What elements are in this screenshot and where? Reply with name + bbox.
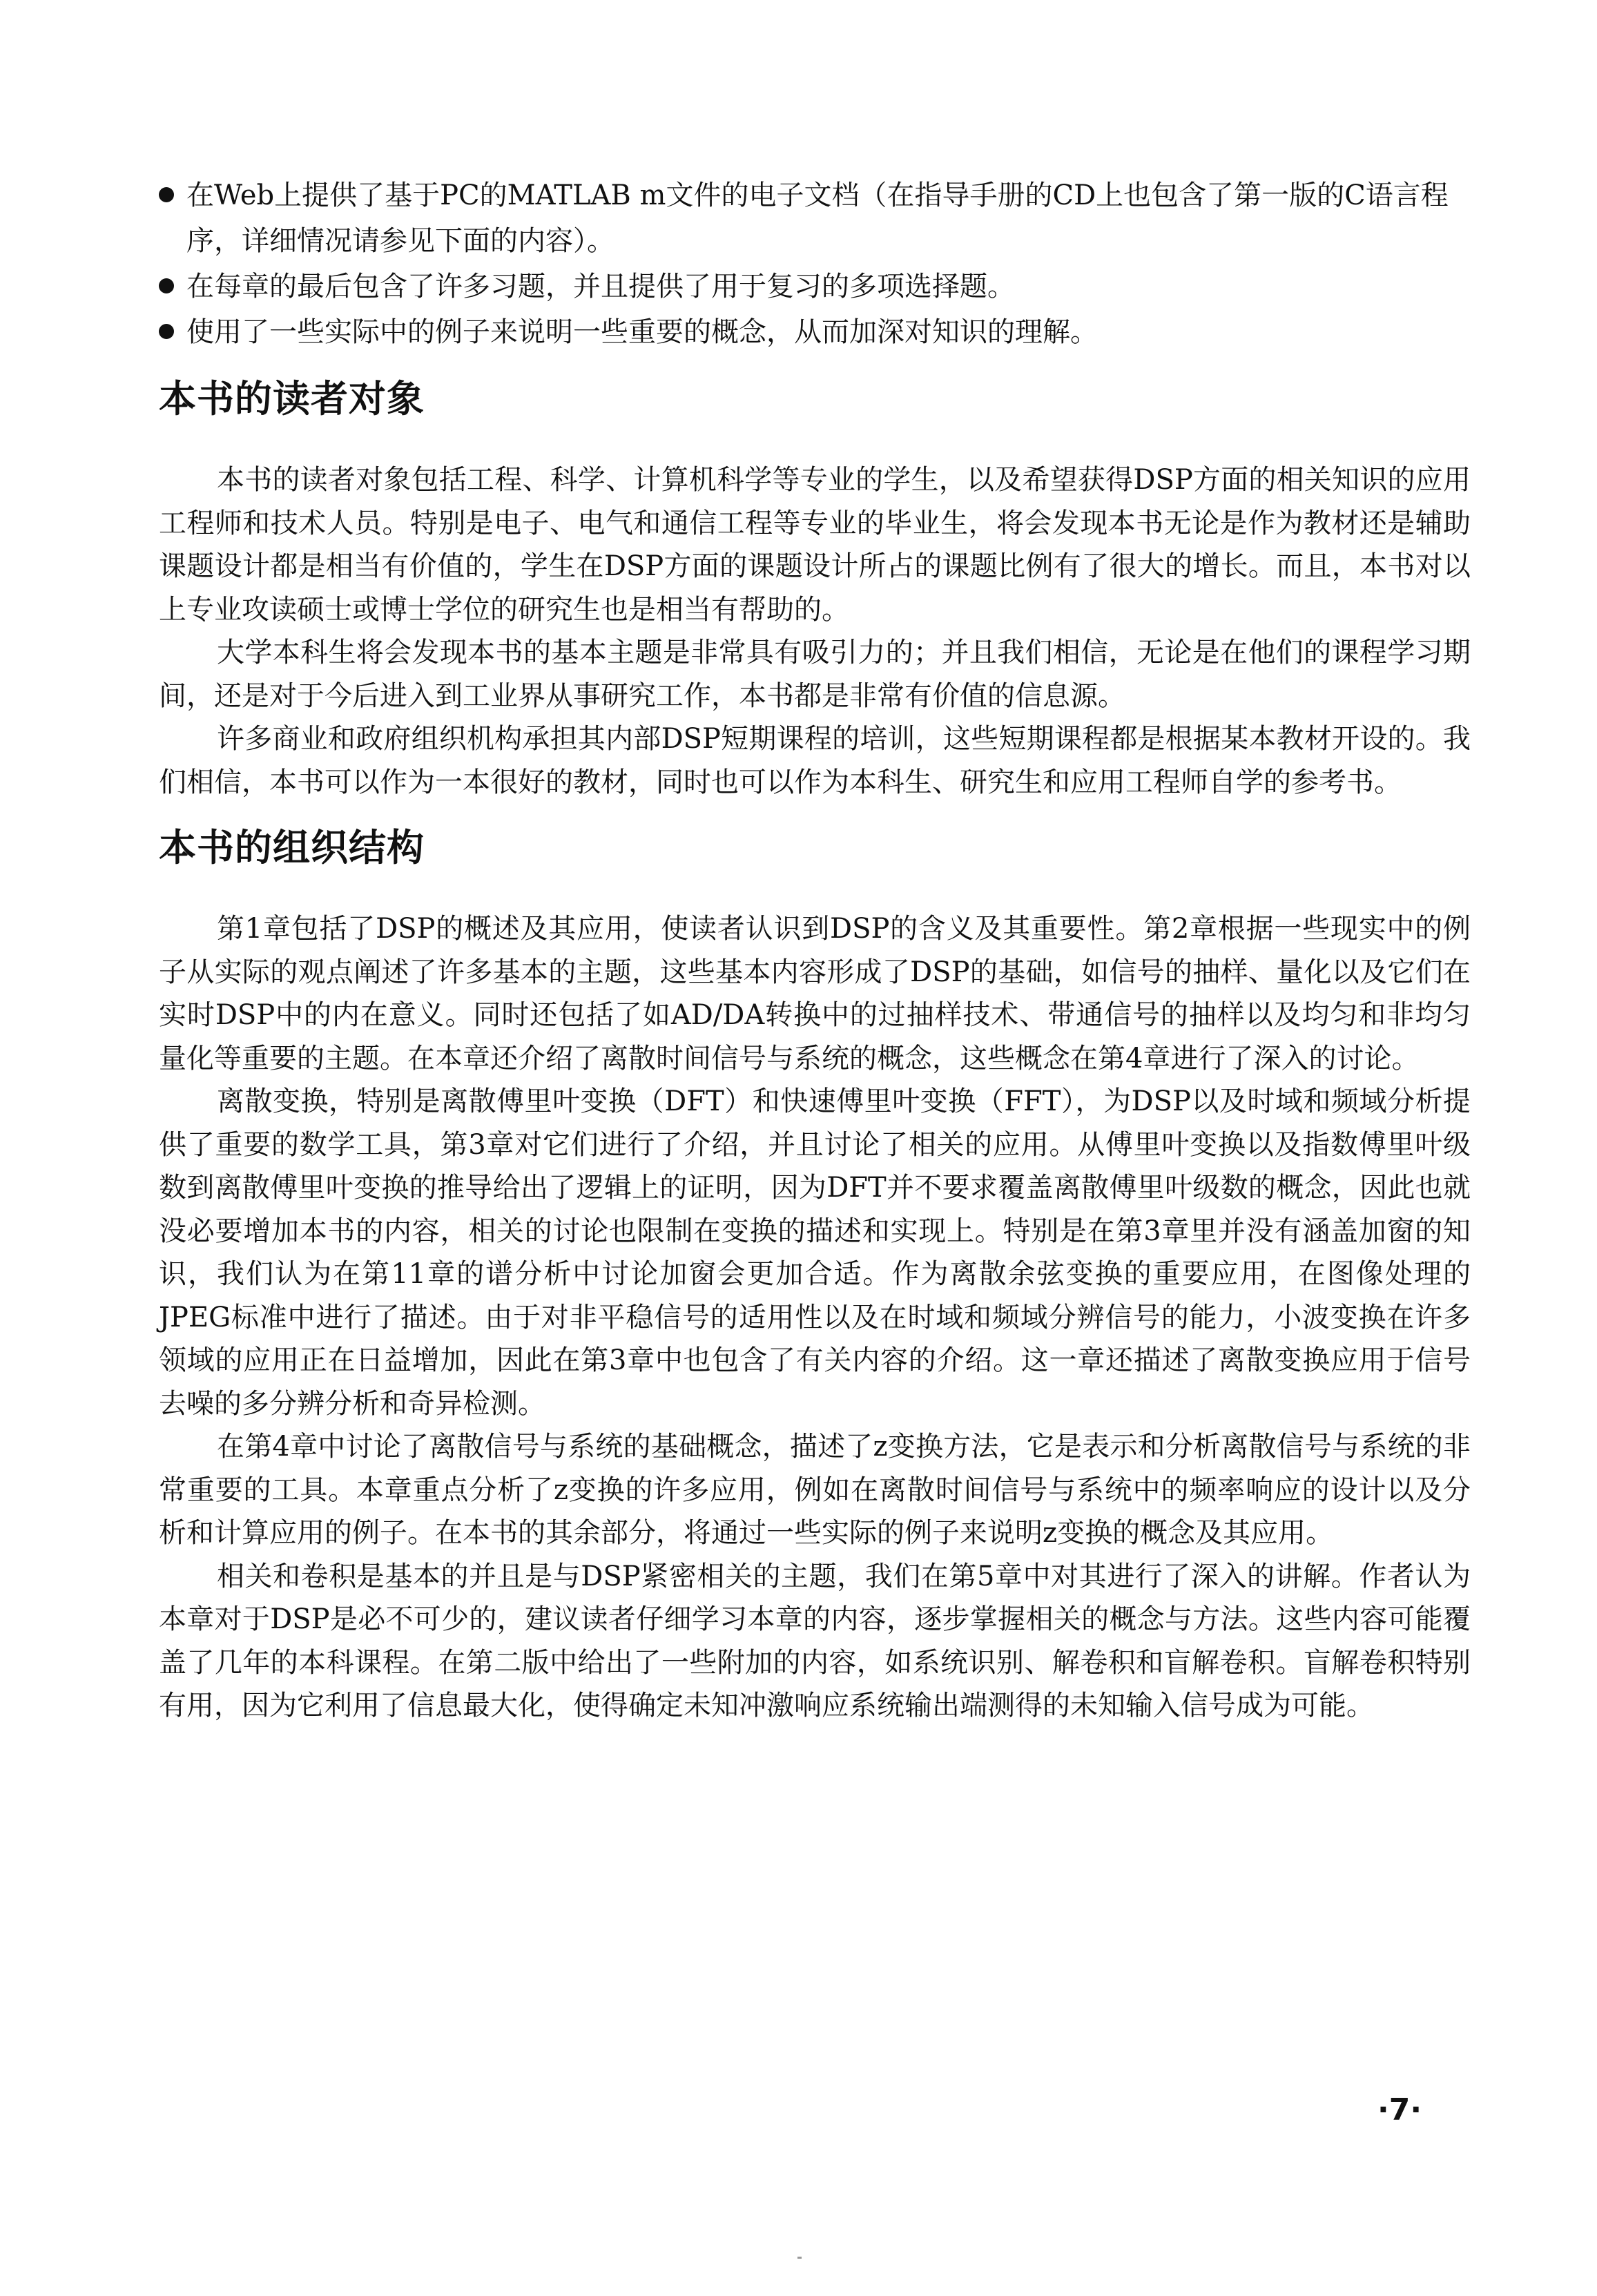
paragraph: 在第4章中讨论了离散信号与系统的基础概念，描述了z变换方法，它是表示和分析离散信号与系统的非常重要的工具。本章重点分析了z变换的许多应用，例如在离散时间信号与系统中的频率响应的设计以及分析和计算应用的例子。在本书的其余部分，将通过一些实际的例子来说明z变换的概念及其应用。 bbox=[159, 1431, 1471, 1549]
bullet-item bbox=[159, 173, 1471, 264]
paragraph: 相关和卷积是基本的并且是与DSP紧密相关的主题，我们在第5章中对其进行了深入的讲解。作者认为本章对于DSP是必不可少的，建议读者仔细学习本章的内容，逐步掌握相关的概念与方法。这些内容可能覆盖了几年的本科课程。在第二版中给出了一些附加的内容，如系统识别、解卷积和盲解卷积。盲解卷积特别有用，因为它利用了信息最大化，使得确定未知冲激响应系统输出端测得的未知输入信号成为可能。 bbox=[159, 1560, 1471, 1721]
section-heading-structure: 本书的组织结构 bbox=[159, 826, 425, 869]
page-number: ·7· bbox=[1377, 2092, 1422, 2128]
bullet-item bbox=[159, 264, 1471, 309]
bullet-text: 使用了一些实际中的例子来说明一些重要的概念，从而加深对知识的理解。 bbox=[186, 316, 1098, 348]
scan-speck bbox=[797, 2257, 802, 2259]
section-heading-readers: 本书的读者对象 bbox=[159, 377, 425, 421]
bullet-icon bbox=[159, 324, 174, 339]
paragraph: 第1章包括了DSP的概述及其应用，使读者认识到DSP的含义及其重要性。第2章根据一些现实中的例子从实际的观点阐述了许多基本的主题，这些基本内容形成了DSP的基础，如信号的抽样、量化以及它们在实时DSP中的内在意义。同时还包括了如AD/DA转换中的过抽样技术、带通信号的抽样以及均匀和非均匀量化等重要的主题。在本章还介绍了离散时间信号与系统的概念，这些概念在第4章进行了深入的讨论。 bbox=[159, 913, 1471, 1074]
feature-bullet-list bbox=[159, 173, 1471, 355]
bullet-text: 在每章的最后包含了许多习题，并且提供了用于复习的多项选择题。 bbox=[186, 271, 1015, 302]
paragraph: 大学本科生将会发现本书的基本主题是非常具有吸引力的；并且我们相信，无论是在他们的课程学习期间，还是对于今后进入到工业界从事研究工作，本书都是非常有价值的信息源。 bbox=[159, 637, 1471, 712]
paragraph: 离散变换，特别是离散傅里叶变换（DFT）和快速傅里叶变换（FFT），为DSP以及时域和频域分析提供了重要的数学工具，第3章对它们进行了介绍，并且讨论了相关的应用。从傅里叶变换以及指数傅里叶级数到离散傅里叶变换的推导给出了逻辑上的证明，因为DFT并不要求覆盖离散傅里叶级数的概念，因此也就没必要增加本书的内容，相关的讨论也限制在变换的描述和实现上。特别是在第3章里并没有涵盖加窗的知识，我们认为在第11章的谱分析中讨论加窗会更加合适。作为离散余弦变换的重要应用，在图像处理的JPEG标准中进行了描述。由于对非平稳信号的适用性以及在时域和频域分辨信号的能力，小波变换在许多领域的应用正在日益增加，因此在第3章中也包含了有关内容的介绍。这一章还描述了离散变换应用于信号去噪的多分辨分析和奇异检测。 bbox=[159, 1086, 1471, 1420]
bullet-text: 在Web上提供了基于PC的MATLAB m文件的电子文档（在指导手册的CD上也包含了第一版的C语言程序，详细情况请参见下面的内容）。 bbox=[186, 180, 1449, 257]
bullet-item bbox=[159, 309, 1471, 355]
bullet-icon bbox=[159, 187, 174, 202]
page-body bbox=[159, 173, 1471, 1728]
paragraph: 本书的读者对象包括工程、科学、计算机科学等专业的学生，以及希望获得DSP方面的相关知识的应用工程师和技术人员。特别是电子、电气和通信工程等专业的毕业生，将会发现本书无论是作为教材还是辅助课题设计都是相当有价值的，学生在DSP方面的课题设计所占的课题比例有了很大的增长。而且，本书对以上专业攻读硕士或博士学位的研究生也是相当有帮助的。 bbox=[159, 464, 1471, 626]
paragraph: 许多商业和政府组织机构承担其内部DSP短期课程的培训，这些短期课程都是根据某本教材开设的。我们相信，本书可以作为一本很好的教材，同时也可以作为本科生、研究生和应用工程师自学的参考书。 bbox=[159, 723, 1471, 798]
bullet-icon bbox=[159, 278, 174, 293]
